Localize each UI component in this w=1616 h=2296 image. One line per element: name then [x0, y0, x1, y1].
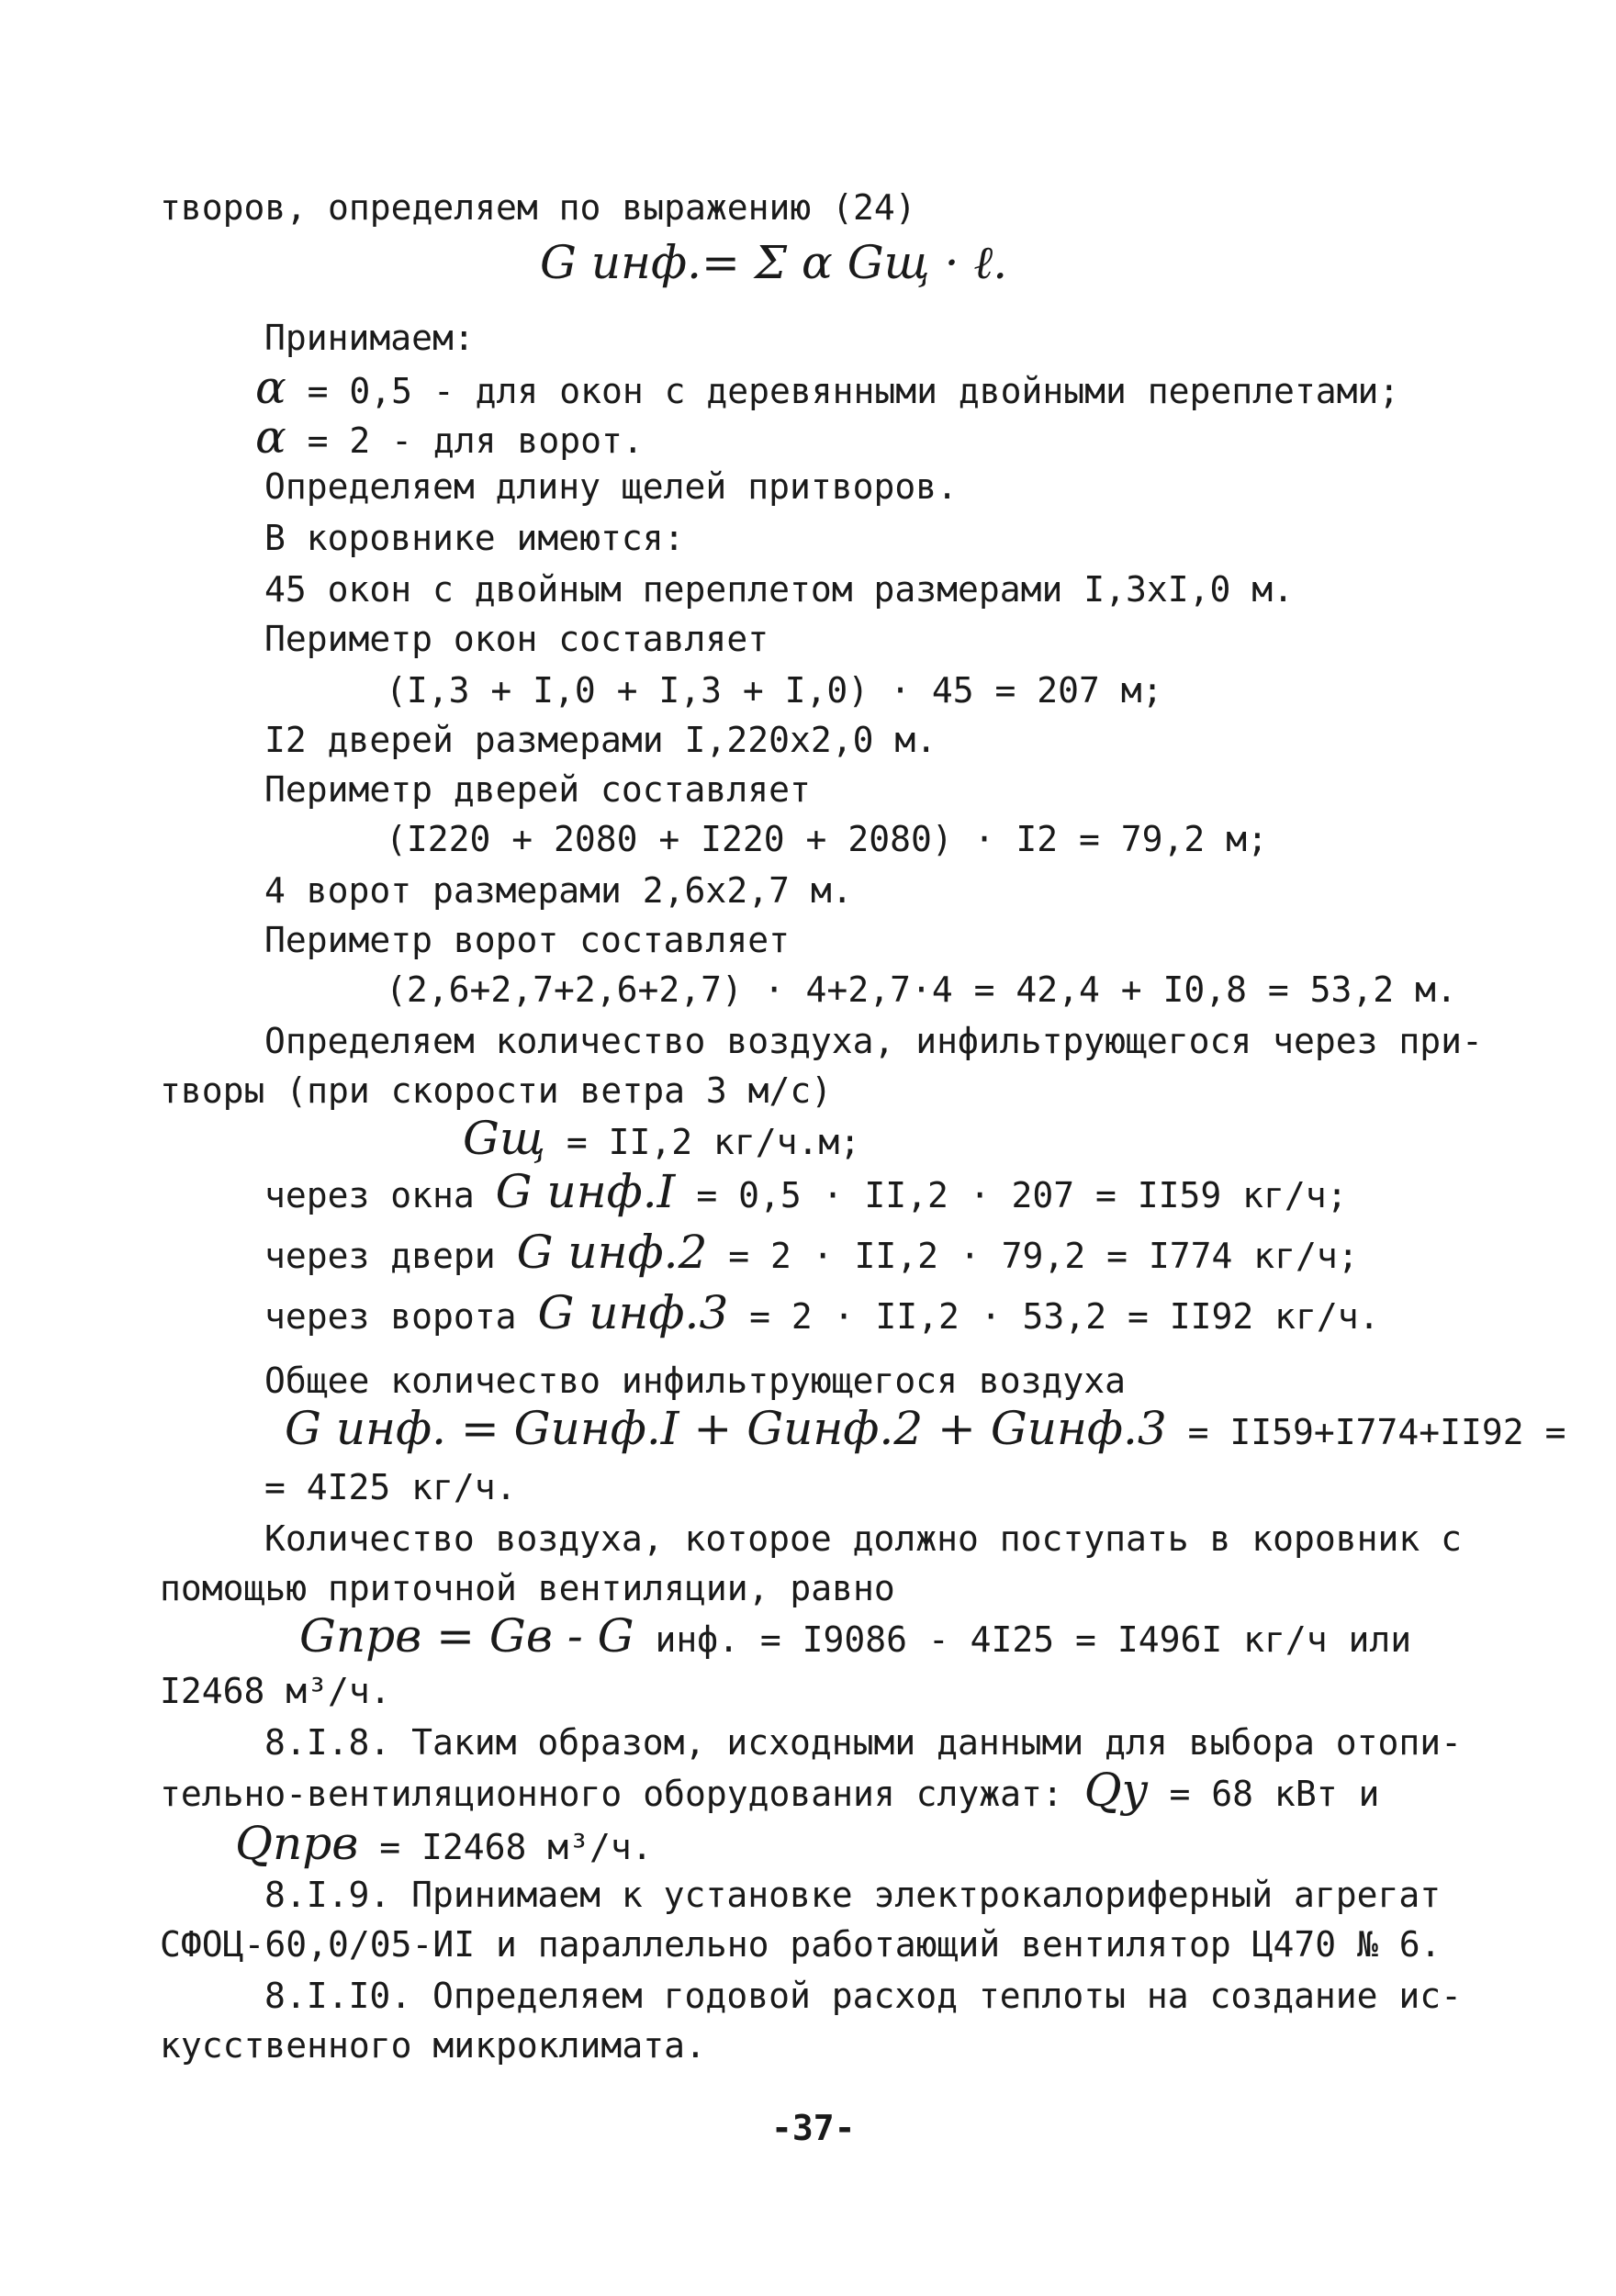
formula-doors: [264, 1226, 1359, 1279]
alpha-symbol: α: [255, 410, 286, 464]
text-span: = II59+I774+II92 =: [1187, 1412, 1566, 1452]
text-span: через окна: [264, 1175, 475, 1215]
text-line: I2 дверей размерами I,220x2,0 м.: [264, 720, 937, 760]
text-line: Периметр окон составляет: [264, 619, 769, 659]
text-line: (I220 + 2080 + I220 + 2080) · I2 = 79,2 м;: [386, 819, 1268, 859]
text-line: 45 окон с двойным переплетом размерами I,3xI,0 м.: [264, 569, 1295, 610]
text-line: Периметр дверей составляет: [264, 769, 811, 810]
text-span: через двери: [264, 1236, 496, 1276]
qprv-symbol: Qпрв: [235, 1817, 359, 1870]
text-line: Определяем длину щелей притворов.: [264, 466, 958, 507]
text-line-alpha-windows: [255, 361, 1400, 414]
text-line: Количество воздуха, которое должно поступать в коровник с: [264, 1518, 1463, 1559]
text-line: I2468 м³/ч.: [160, 1671, 391, 1711]
formula-total-infiltration: [285, 1402, 1566, 1455]
text-line: 8.I.8. Таким образом, исходными данными для выбора отопи-: [264, 1722, 1463, 1763]
page-number: -37-: [771, 2108, 856, 2148]
text-line-alpha-gates: [255, 410, 644, 464]
text-span: через ворота: [264, 1296, 517, 1337]
text-span: = I2468 м³/ч.: [379, 1827, 653, 1867]
text-line: кусственного микроклимата.: [160, 2025, 706, 2066]
text-line: творы (при скорости ветра 3 м/с): [160, 1070, 833, 1111]
text-span: тельно-вентиляционного оборудования служат:: [160, 1774, 1063, 1814]
formula-supply-air: [299, 1609, 1412, 1663]
formula-heat-load: [160, 1764, 1380, 1817]
formula-infiltration: G инф.= Σ α Gщ · ℓ.: [540, 236, 1008, 289]
text-line: = 4I25 кг/ч.: [264, 1467, 517, 1507]
text-span: = 0,5 - для окон с деревянными двойными переплетами;: [307, 371, 1400, 411]
text-line: Принимаем:: [264, 318, 475, 358]
text-line: Определяем количество воздуха, инфильтрующегося через при-: [264, 1021, 1483, 1061]
text-span: = 68 кВт и: [1169, 1774, 1380, 1814]
text-span: = 2 · II,2 · 79,2 = I774 кг/ч;: [728, 1236, 1359, 1276]
qy-symbol: Qу: [1083, 1764, 1149, 1817]
gprv-symbol: Gпрв = Gв - G: [299, 1609, 634, 1663]
text-span: = 2 - для ворот.: [307, 420, 644, 461]
formula-gates: [264, 1286, 1380, 1339]
alpha-symbol: α: [255, 361, 286, 414]
text-span: инф. = I9086 - 4I25 = I496I кг/ч или: [655, 1619, 1412, 1660]
text-span: = II,2 кг/ч.м;: [566, 1122, 861, 1162]
ginf3-symbol: G инф.3: [537, 1286, 729, 1339]
text-line: (I,3 + I,0 + I,3 + I,0) · 45 = 207 м;: [386, 670, 1163, 711]
text-span: = 2 · II,2 · 53,2 = II92 кг/ч.: [749, 1296, 1380, 1337]
formula-airflow: [235, 1817, 653, 1870]
text-line: Общее количество инфильтрующегося воздуха: [264, 1361, 1126, 1401]
text-line: 8.I.I0. Определяем годовой расход теплоты на создание ис-: [264, 1976, 1463, 2016]
text-line: 8.I.9. Принимаем к установке электрокалориферный агрегат: [264, 1875, 1442, 1915]
formula-windows: [264, 1165, 1348, 1218]
gsch-symbol: Gщ: [463, 1112, 545, 1165]
text-line: Периметр ворот составляет: [264, 920, 790, 960]
text-line: 4 ворот размерами 2,6x2,7 м.: [264, 870, 853, 911]
ginf1-symbol: G инф.I: [495, 1165, 676, 1218]
text-span: = 0,5 · II,2 · 207 = II59 кг/ч;: [696, 1175, 1348, 1215]
ginf2-symbol: G инф.2: [516, 1226, 708, 1279]
text-line: В коровнике имеются:: [264, 518, 685, 558]
text-line: творов, определяем по выражению (24): [160, 187, 916, 228]
sum-ginf-symbol: G инф. = Gинф.I + Gинф.2 + Gинф.3: [285, 1402, 1167, 1455]
text-line: (2,6+2,7+2,6+2,7) · 4+2,7·4 = 42,4 + I0,8 = 53,2 м.: [386, 969, 1457, 1010]
text-line: помощью приточной вентиляции, равно: [160, 1568, 895, 1608]
text-line: СФОЦ-60,0/05-ИI и параллельно работающий вентилятор Ц470 № 6.: [160, 1924, 1442, 1965]
formula-gsch: [463, 1112, 861, 1165]
